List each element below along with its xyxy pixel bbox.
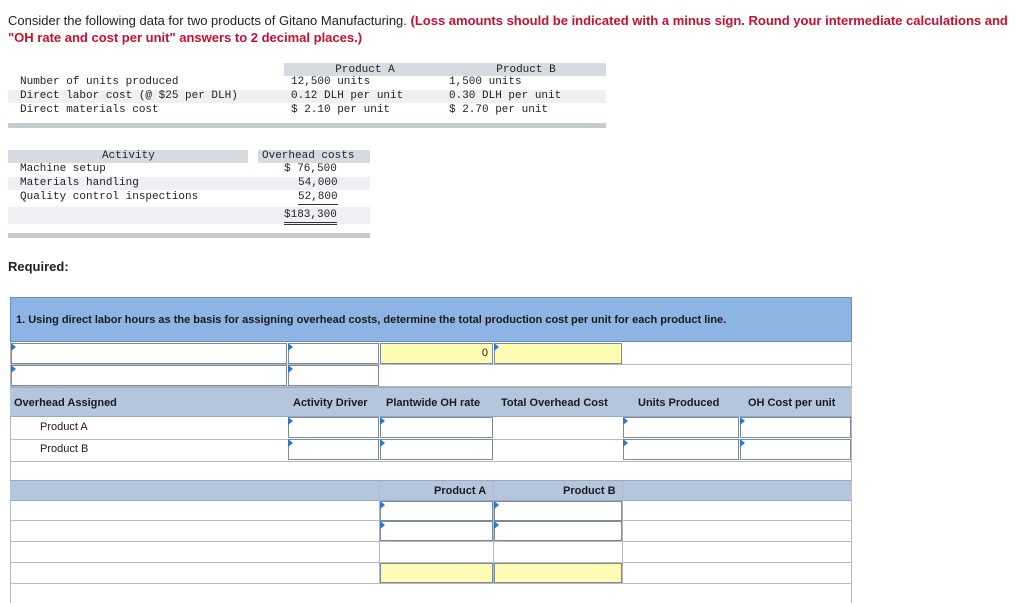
product-a-units-input[interactable] (623, 417, 739, 438)
product-b-units-input[interactable] (623, 439, 739, 460)
total-row (8, 207, 370, 224)
table-footer-bar (8, 233, 370, 238)
product-a-value: 12,500 units (291, 76, 371, 88)
dropdown-marker-icon (380, 417, 385, 425)
cost-b-input-1[interactable] (494, 501, 622, 521)
col-product-b: Product B (563, 485, 616, 497)
label-input-2[interactable] (11, 365, 287, 386)
rate-input[interactable] (494, 343, 622, 364)
activity-cost: 54,000 (298, 177, 338, 189)
table-row (8, 177, 370, 190)
question-text: 1. Using direct labor hours as the basis for assigning overhead costs, determine the total production cost per unit for each product line. (16, 314, 727, 326)
grid-line (10, 461, 852, 462)
col-units-produced: Units Produced (638, 397, 720, 409)
dropdown-marker-icon (288, 439, 293, 447)
dropdown-marker-icon (494, 521, 499, 529)
activity-label: Materials handling (20, 177, 139, 189)
table-row (8, 90, 606, 103)
required-label: Required: (8, 259, 69, 274)
col-oh-cost-per-unit: OH Cost per unit (748, 397, 836, 409)
problem-intro (8, 12, 1008, 46)
product-a-value: $ 2.10 per unit (291, 104, 391, 116)
intro-text: Consider the following data for two products of Gitano Manufacturing. (8, 13, 411, 28)
row-product-a: Product A (40, 421, 88, 433)
intro-instruction: (Loss amounts should be indicated with a minus sign. Round your intermediate calculations and "OH rate and cost per unit" answers to 2 decimal places.) (8, 13, 1008, 45)
product-b-value: 0.30 DLH per unit (449, 90, 562, 102)
activity-label: Quality control inspections (20, 191, 199, 203)
col-total-overhead-cost: Total Overhead Cost (501, 397, 608, 409)
dropdown-marker-icon (380, 439, 385, 447)
dropdown-marker-icon (380, 521, 385, 529)
cost-a-input-1[interactable] (380, 501, 493, 521)
activity-label: Machine setup (20, 163, 106, 175)
grid-line (622, 481, 623, 583)
product-b-rate-input[interactable] (380, 439, 493, 460)
dropdown-marker-icon (494, 343, 499, 351)
result-value: 0 (481, 347, 488, 359)
activity-overhead-table (8, 150, 370, 238)
dropdown-marker-icon (288, 343, 293, 351)
table-row (8, 163, 370, 176)
dropdown-marker-icon (380, 501, 385, 509)
product-data-table (8, 63, 606, 128)
overhead-costs-header: Overhead costs (258, 150, 370, 163)
dropdown-marker-icon (623, 439, 628, 447)
product-a-value: 0.12 DLH per unit (291, 90, 404, 102)
activity-cost: $ 76,500 (284, 163, 337, 175)
product-a-oh-cost-input[interactable] (740, 417, 851, 438)
total-cost-a-input[interactable] (380, 563, 493, 583)
cost-b-input-2[interactable] (494, 521, 622, 541)
product-b-driver-input[interactable] (288, 439, 379, 460)
activity-cost: 52,800 (298, 191, 338, 203)
overhead-assigned-header (10, 387, 852, 417)
row-label: Direct labor cost (@ $25 per DLH) (20, 90, 238, 102)
cost-per-unit-header (10, 480, 852, 501)
result-input[interactable] (380, 343, 493, 364)
dropdown-marker-icon (623, 417, 628, 425)
grid-line (10, 583, 852, 584)
dropdown-marker-icon (740, 417, 745, 425)
overhead-total: $183,300 (284, 209, 337, 225)
dropdown-marker-icon (11, 343, 16, 351)
dropdown-marker-icon (288, 417, 293, 425)
row-label: Direct materials cost (20, 104, 159, 116)
col-product-a: Product A (434, 485, 487, 497)
table-footer-bar (8, 123, 606, 128)
product-a-rate-input[interactable] (380, 417, 493, 438)
col-plantwide-oh-rate: Plantwide OH rate (386, 397, 481, 409)
product-b-oh-cost-input[interactable] (740, 439, 851, 460)
product-b-value: 1,500 units (449, 76, 522, 88)
product-a-driver-input[interactable] (288, 417, 379, 438)
table-row (8, 104, 606, 117)
col-activity-driver: Activity Driver (293, 397, 368, 409)
question-header (10, 297, 852, 342)
grid-line (10, 541, 852, 542)
dropdown-marker-icon (740, 439, 745, 447)
total-cost-b-input[interactable] (494, 563, 622, 583)
dropdown-marker-icon (494, 501, 499, 509)
driver-input-1[interactable] (288, 343, 379, 364)
grid-line (851, 342, 852, 603)
overhead-assigned-label: Overhead Assigned (14, 397, 117, 409)
product-b-value: $ 2.70 per unit (449, 104, 549, 116)
product-a-header: Product A (284, 63, 446, 76)
dropdown-marker-icon (288, 365, 293, 373)
product-b-header: Product B (446, 63, 606, 76)
dropdown-marker-icon (11, 365, 16, 373)
table-row (8, 191, 370, 204)
label-input-1[interactable] (11, 343, 287, 364)
driver-input-2[interactable] (288, 365, 379, 386)
activity-header: Activity (8, 150, 248, 163)
cost-a-input-2[interactable] (380, 521, 493, 541)
row-product-b: Product B (40, 443, 89, 455)
row-label: Number of units produced (20, 76, 179, 88)
table-row (8, 76, 606, 89)
